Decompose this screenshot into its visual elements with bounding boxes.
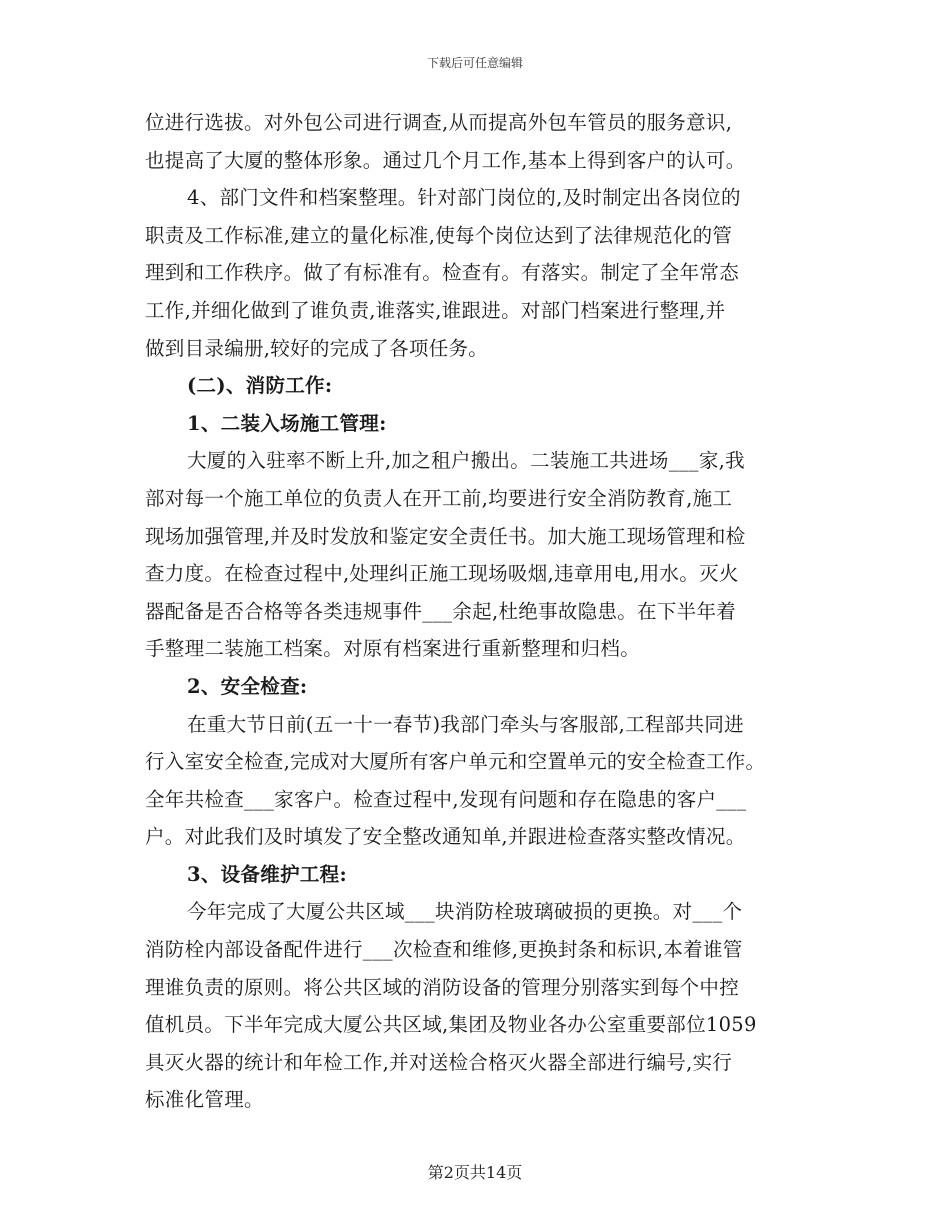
document-body xyxy=(145,104,815,1119)
body-line: 具灭火器的统计和年检工作,并对送检合格灭火器全部进行编号,实行 xyxy=(145,1050,733,1074)
subsection-heading: 2、安全检查: xyxy=(187,674,308,698)
body-line: 值机员。下半年完成大厦公共区域,集团及物业各办公室重要部位1059 xyxy=(145,1013,757,1037)
page-footer: 第2页共14页 xyxy=(427,1163,523,1182)
body-line: 职责及工作标准,建立的量化标准,使每个岗位达到了法律规范化的管 xyxy=(145,223,733,247)
body-line: 手整理二装施工档案。对原有档案进行重新整理和归档。 xyxy=(145,637,641,661)
body-line: 器配备是否合格等各类违规事件___余起,杜绝事故隐患。在下半年着 xyxy=(145,599,737,623)
body-line: 今年完成了大厦公共区域___块消防栓玻璃破损的更换。对___个 xyxy=(187,900,743,924)
body-line: 现场加强管理,并及时发放和鉴定安全责任书。加大施工现场管理和检 xyxy=(145,524,746,548)
body-line: 理谁负责的原则。将公共区域的消防设备的管理分别落实到每个中控 xyxy=(145,975,740,999)
body-line: 行入室安全检查,完成对大厦所有客户单元和空置单元的安全检查工作。 xyxy=(145,750,766,774)
section-heading: (二)、消防工作: xyxy=(187,374,333,398)
body-line: 做到目录编册,较好的完成了各项任务。 xyxy=(145,336,489,360)
body-line: 查力度。在检查过程中,处理纠正施工现场吸烟,违章用电,用水。灭火 xyxy=(145,562,739,586)
body-line: 也提高了大厦的整体形象。通过几个月工作,基本上得到客户的认可。 xyxy=(145,148,746,172)
page-header: 下载后可任意编辑 xyxy=(426,56,523,70)
body-line: 户。对此我们及时填发了安全整改通知单,并跟进检查落实整改情况。 xyxy=(145,825,746,849)
body-line: 部对每一个施工单位的负责人在开工前,均要进行安全消防教育,施工 xyxy=(145,486,733,510)
body-line: 理到和工作秩序。做了有标准有。检查有。有落实。制定了全年常态 xyxy=(145,261,740,285)
subsection-heading: 3、设备维护工程: xyxy=(187,862,347,886)
body-line: 标准化管理。 xyxy=(145,1088,264,1112)
body-line: 工作,并细化做到了谁负责,谁落实,谁跟进。对部门档案进行整理,并 xyxy=(145,298,726,322)
body-line: 在重大节日前(五一十一春节)我部门牵头与客服部,工程部共同进 xyxy=(187,712,744,736)
body-line: 消防栓内部设备配件进行___次检查和维修,更换封条和标识,本着谁管 xyxy=(145,938,743,962)
body-line: 4、部门文件和档案整理。针对部门岗位的,及时制定出各岗位的 xyxy=(187,186,741,210)
body-line: 位进行选拔。对外包公司进行调查,从而提高外包车管员的服务意识, xyxy=(145,111,733,134)
subsection-heading: 1、二装入场施工管理: xyxy=(187,411,387,435)
body-line: 全年共检查___家客户。检查过程中,发现有问题和存在隐患的客户___ xyxy=(145,787,747,811)
body-line: 大厦的入驻率不断上升,加之租户搬出。二装施工共进场___家,我 xyxy=(187,449,745,473)
